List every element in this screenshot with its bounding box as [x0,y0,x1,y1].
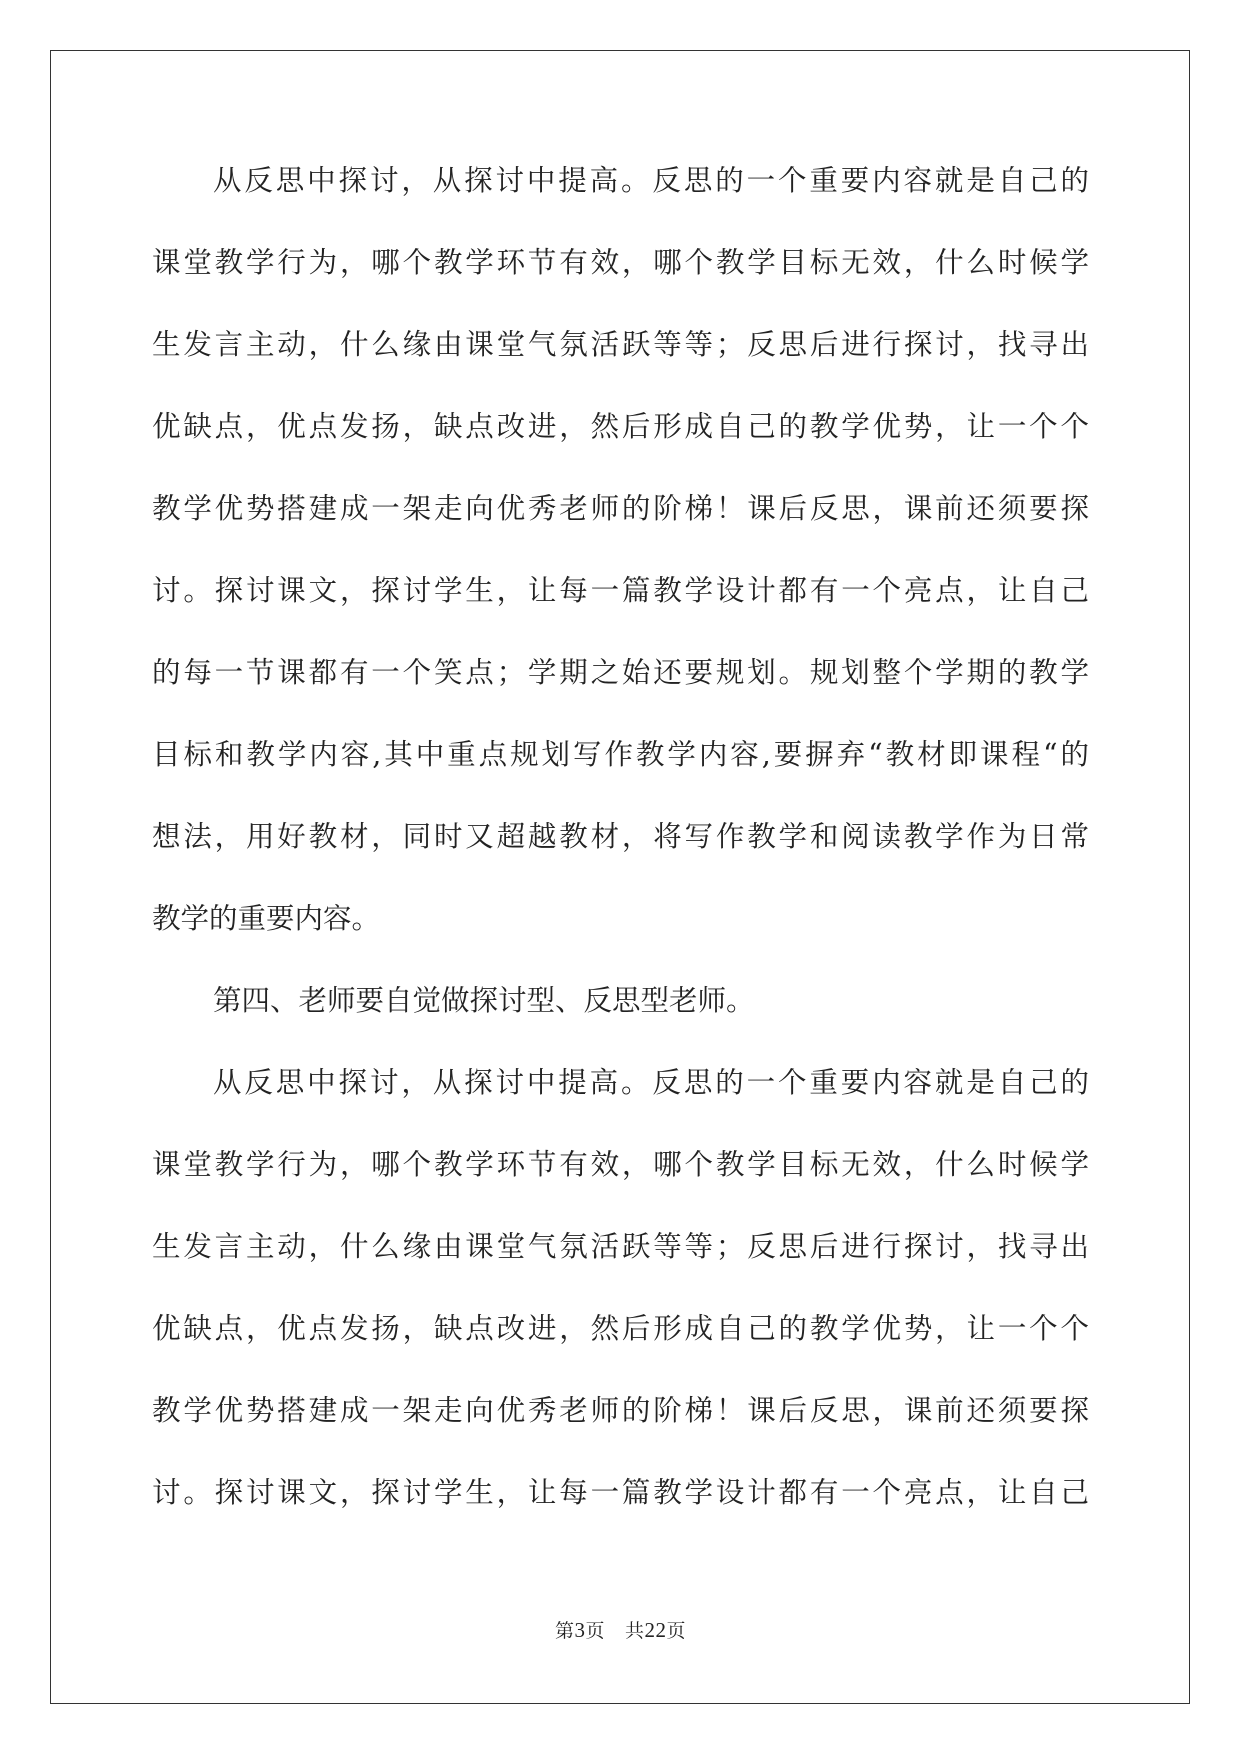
text-line: 课堂教学行为，哪个教学环节有效，哪个教学目标无效，什么时候学 [152,246,1089,279]
page-prefix: 第 [554,1620,575,1642]
text-line: 优缺点，优点发扬，缺点改进，然后形成自己的教学优势，让一个个 [152,410,1089,443]
text-line: 教学优势搭建成一架走向优秀老师的阶梯！课后反思，课前还须要探 [152,492,1089,525]
text-line: 教学优势搭建成一架走向优秀老师的阶梯！课后反思，课前还须要探 [152,1394,1089,1427]
total-prefix: 共 [625,1620,645,1642]
section-heading: 第四、老师要自觉做探讨型、反思型老师。 [213,984,755,1017]
text-line: 目标和教学内容,其中重点规划写作教学内容,要摒弃“教材即课程“的 [152,738,1089,771]
page-suffix: 页 [585,1620,605,1642]
text-line: 的每一节课都有一个笑点；学期之始还要规划。规划整个学期的教学 [152,656,1089,689]
text-line: 课堂教学行为，哪个教学环节有效，哪个教学目标无效，什么时候学 [152,1148,1089,1181]
text-line: 优缺点，优点发扬，缺点改进，然后形成自己的教学优势，让一个个 [152,1312,1089,1345]
page-number: 3 [574,1618,586,1642]
text-line: 想法，用好教材，同时又超越教材，将写作教学和阅读教学作为日常 [152,820,1089,853]
text-line: 讨。探讨课文，探讨学生，让每一篇教学设计都有一个亮点，让自己 [152,574,1089,607]
total-pages: 22 [644,1618,667,1642]
text-line: 从反思中探讨，从探讨中提高。反思的一个重要内容就是自己的 [213,1066,1089,1099]
document-body [152,160,1089,1554]
total-suffix: 页 [666,1620,687,1642]
text-line: 讨。探讨课文，探讨学生，让每一篇教学设计都有一个亮点，让自己 [152,1476,1089,1509]
page-footer [0,1616,1241,1643]
text-line: 教学的重要内容。 [152,902,381,935]
text-line: 生发言主动，什么缘由课堂气氛活跃等等；反思后进行探讨，找寻出 [152,328,1089,361]
text-line: 从反思中探讨，从探讨中提高。反思的一个重要内容就是自己的 [213,164,1089,197]
text-line: 生发言主动，什么缘由课堂气氛活跃等等；反思后进行探讨，找寻出 [152,1230,1089,1263]
